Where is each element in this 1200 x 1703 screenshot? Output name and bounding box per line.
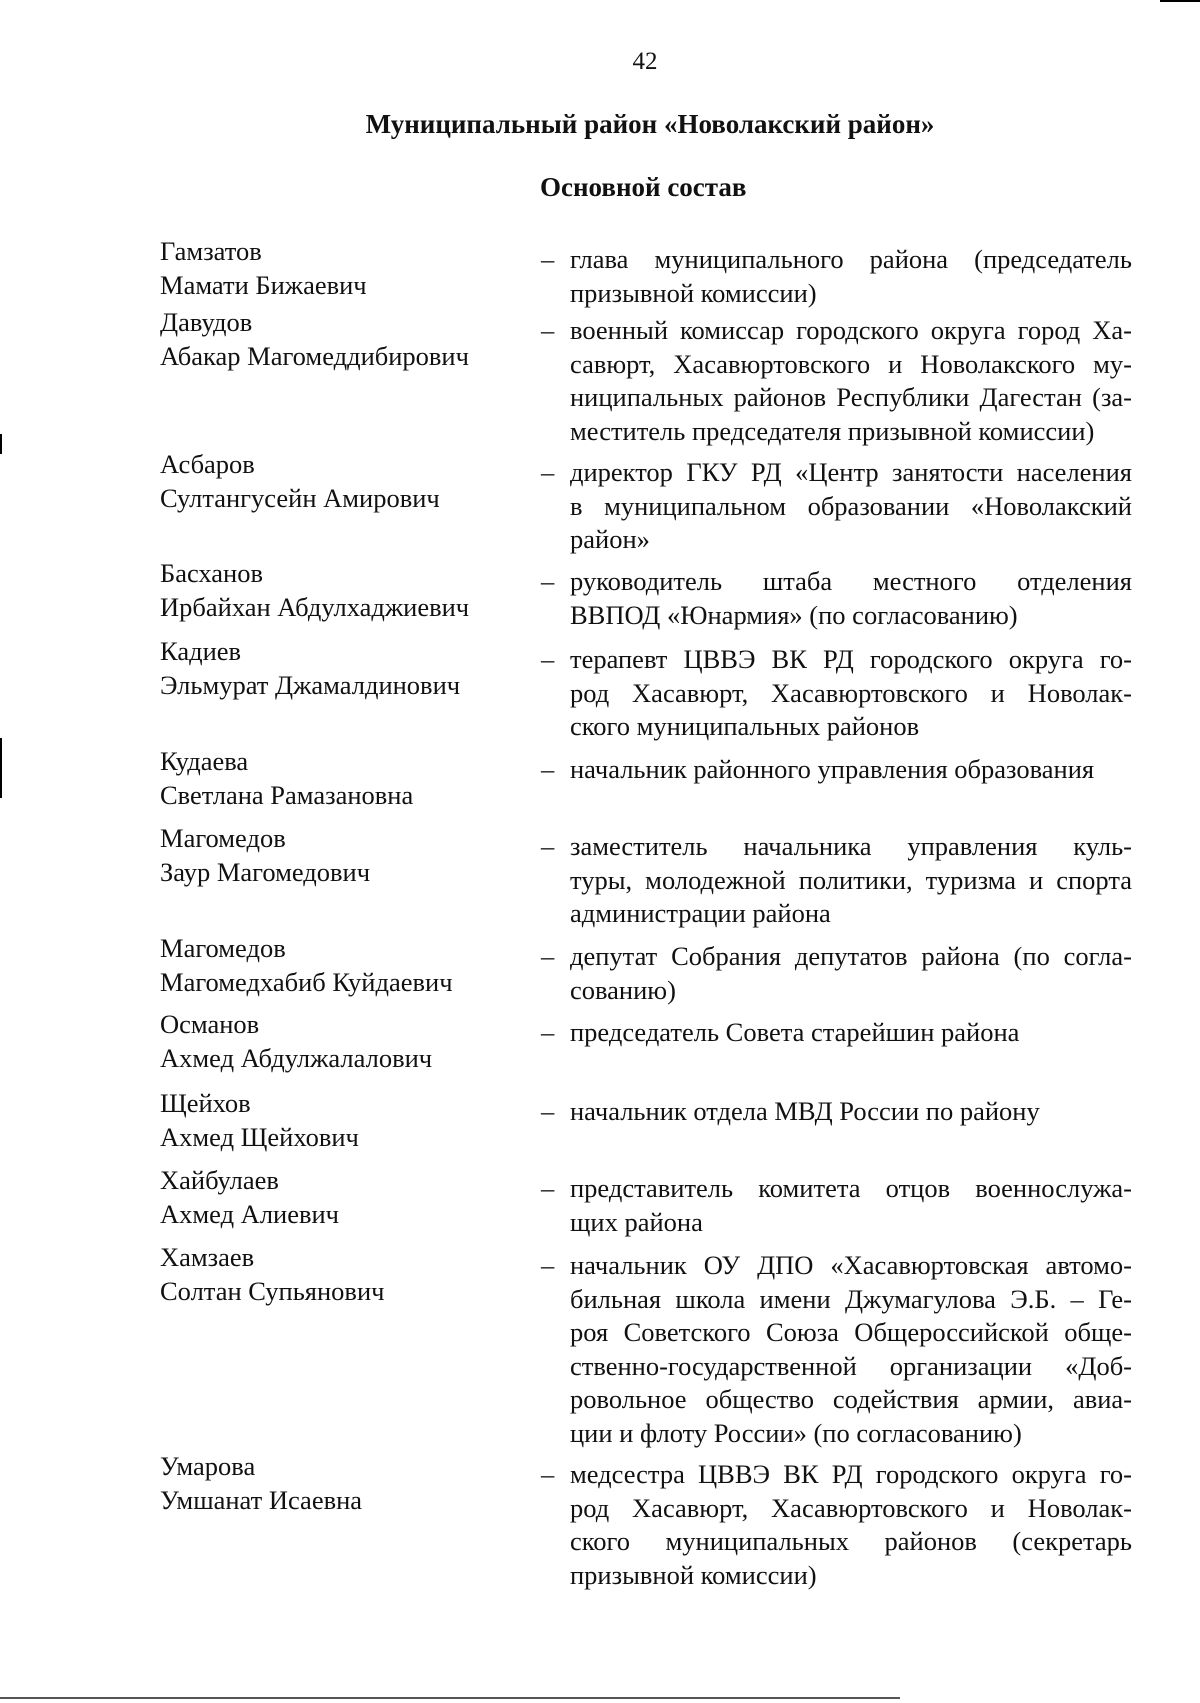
dash: – [541,1250,555,1280]
role-line: глава муниципального района (председатель [570,244,1132,274]
member-surname: Османов [160,1009,260,1039]
role-line: военный комиссар городского округа город Ха- [570,315,1132,345]
dash: – [541,644,555,674]
member-name [160,448,540,515]
role-line: ского муниципальных районов (секретарь [570,1526,1132,1556]
role-line: начальник районного управления образования [570,754,1095,784]
role-line: призывной комиссии) [570,277,817,308]
member-surname: Хамзаев [160,1242,255,1272]
member-name [160,1008,540,1075]
role-line: председатель Совета старейшин района [570,1017,1020,1047]
role-line: щих района [570,1206,703,1237]
member-given-name: Ирбайхан Абдулхаджиевич [160,591,470,622]
role-line: бильная школа имени Джумагулова Э.Б. – Ге- [570,1283,1132,1314]
dash: – [541,457,555,487]
member-name [160,1450,540,1517]
role-line: депутат Собрания депутатов района (по согла- [570,941,1132,971]
role-line: начальник ОУ ДПО «Хасавюртовская автомо- [570,1250,1132,1280]
dash: – [541,244,555,274]
role-line: заместитель начальника управления куль- [570,831,1132,861]
member-role [570,940,1132,1007]
role-line: род Хасавюрт, Хасавюртовского и Новолак- [570,1492,1132,1523]
member-name [160,235,540,302]
role-line: савюрт, Хасавюртовского и Новолакского му- [570,348,1132,379]
member-surname: Асбаров [160,449,255,479]
member-name [160,306,540,373]
member-role [570,243,1132,310]
member-role [570,565,1132,632]
member-surname: Хайбулаев [160,1165,279,1195]
dash: – [541,1459,555,1489]
member-given-name: Магомедхабиб Куйдаевич [160,966,453,997]
section-subtitle: Основной состав [540,172,747,202]
role-line: род Хасавюрт, Хасавюртовского и Новолак- [570,677,1132,708]
member-name [160,1087,540,1154]
member-role [570,1095,1132,1129]
member-given-name: Эльмурат Джамалдинович [160,669,461,700]
member-name [160,745,540,812]
member-name [160,635,540,702]
member-role [570,830,1132,931]
member-name [160,932,540,999]
member-name [160,1164,540,1231]
member-role [570,753,1132,787]
member-surname: Кадиев [160,636,242,666]
member-role [570,1172,1132,1239]
member-given-name: Абакар Магомеддибирович [160,340,469,371]
member-role [570,1458,1132,1592]
member-surname: Щейхов [160,1088,251,1118]
role-line: ровольное общество содействия армии, авиа- [570,1384,1132,1414]
member-given-name: Султангусейн Амирович [160,482,440,513]
member-given-name: Умшанат Исаевна [160,1484,363,1515]
member-surname: Кудаева [160,746,249,776]
role-line: ции и флоту России» (по согласованию) [570,1417,1022,1448]
member-surname: Умарова [160,1451,256,1481]
member-given-name: Ахмед Щейхович [160,1121,359,1152]
role-line: ниципальных районов Республики Дагестан (за- [570,382,1132,412]
role-line: ВВПОД «Юнармия» (по согласованию) [570,599,1018,630]
member-given-name: Заур Магомедович [160,856,371,887]
member-name [160,557,540,624]
member-given-name: Мамати Бижаевич [160,269,367,300]
role-line: медсестра ЦВВЭ ВК РД городского округа го- [570,1459,1132,1489]
role-line: туры, молодежной политики, туризма и спорта [570,864,1132,895]
member-name [160,822,540,889]
role-line: администрации района [570,898,831,928]
dash: – [541,831,555,861]
scan-edge-mark [0,1697,900,1699]
page-number: 42 [632,48,658,75]
member-surname: Давудов [160,307,253,337]
scan-edge-mark [0,434,2,454]
member-role [570,643,1132,744]
dash: – [541,1173,555,1203]
role-line: призывной комиссии) [570,1559,817,1590]
member-role [570,1016,1132,1050]
dash: – [541,566,555,596]
role-line: район» [570,524,650,554]
dash: – [541,1096,555,1126]
role-line: роя Советского Союза Общероссийской обще- [570,1317,1132,1347]
dash: – [541,315,555,345]
member-given-name: Ахмед Абдулжалалович [160,1042,433,1073]
dash: – [541,1017,555,1047]
member-role [570,1249,1132,1450]
scan-edge-mark [0,738,2,798]
section-title: Муниципальный район «Новолакский район» [365,109,935,139]
member-surname: Магомедов [160,933,286,963]
role-line: начальник отдела МВД России по району [570,1096,1040,1126]
role-line: терапевт ЦВВЭ ВК РД городского округа го- [570,644,1132,674]
member-given-name: Светлана Рамазановна [160,779,414,810]
member-role [570,314,1132,448]
member-surname: Магомедов [160,823,286,853]
role-line: меститель председателя призывной комиссии) [570,415,1095,446]
role-line: сованию) [570,974,676,1005]
member-role [570,456,1132,557]
member-surname: Гамзатов [160,236,262,266]
role-line: ского муниципальных районов [570,711,920,741]
member-given-name: Солтан Супьянович [160,1275,385,1306]
dash: – [541,941,555,971]
member-surname: Басханов [160,558,263,588]
dash: – [541,754,555,784]
role-line: ственно-государственной организации «Доб- [570,1350,1132,1381]
member-given-name: Ахмед Алиевич [160,1198,340,1229]
role-line: в муниципальном образовании «Новолакский [570,490,1132,521]
role-line: директор ГКУ РД «Центр занятости населения [570,457,1132,487]
role-line: руководитель штаба местного отделения [570,566,1132,596]
member-name [160,1241,540,1308]
role-line: представитель комитета отцов военнослужа- [570,1173,1132,1203]
scan-edge-mark [1160,0,1200,2]
